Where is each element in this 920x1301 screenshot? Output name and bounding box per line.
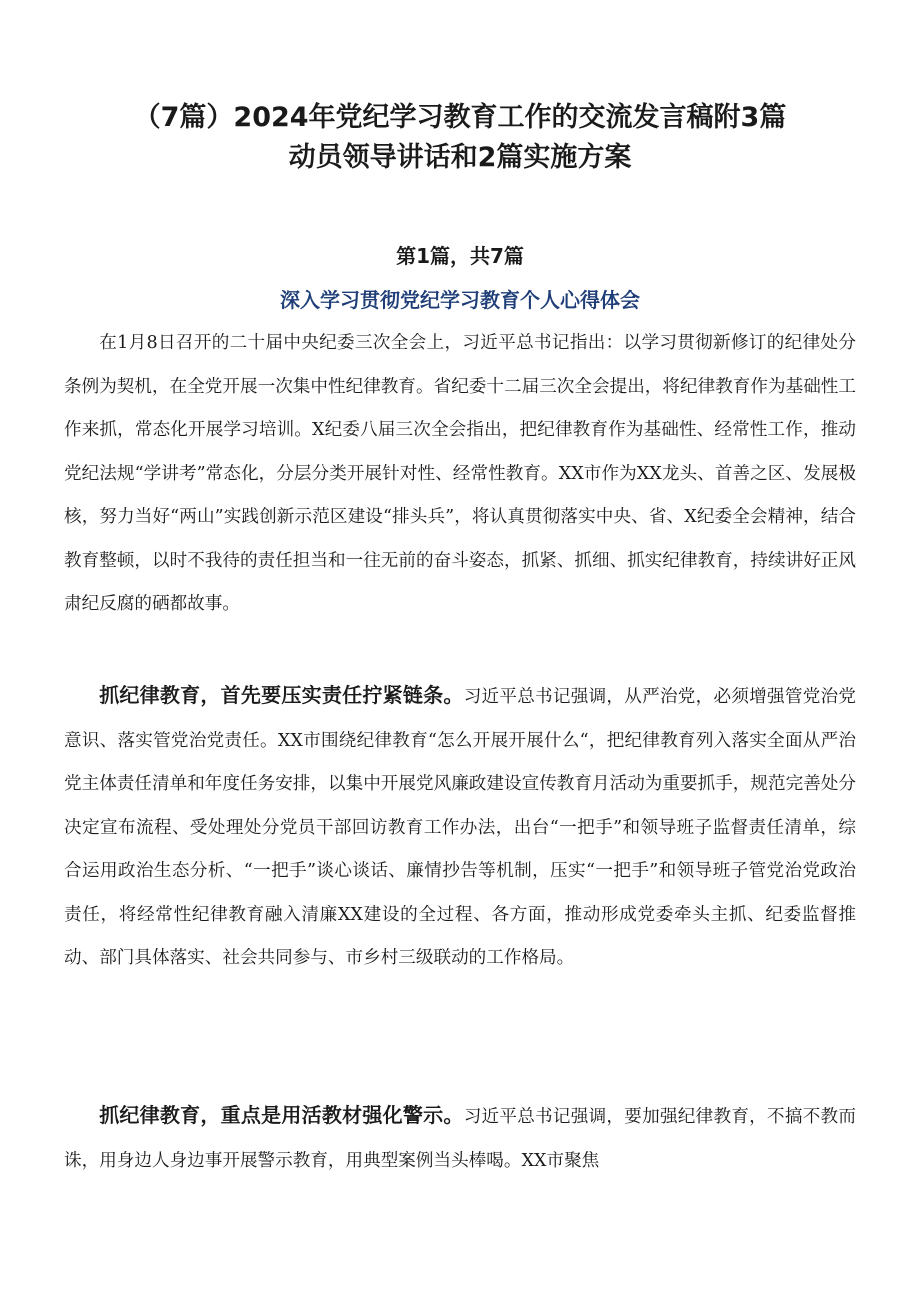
document-title-line-1: （7篇）2024年党纪学习教育工作的交流发言稿附3篇 [133, 102, 787, 133]
article-title: 深入学习贯彻党纪学习教育个人心得体会 [280, 288, 640, 312]
paragraph-text: 习近平总书记强调，从严治党，必须增强管党治党意识、落实管党治党责任。XX市围绕纪律教育“怎么开展开展什么“，把纪律教育列入落实全面从严治党主体责任清单和年度任务安排，以集中开展党风廉政建设宣传教育月活动为重要抓手，规范完善处分决定宣布流程、受处理处分党员干部回访教育工作办法，出台“一把手”和领导班子监督责任清单，综合运用政治生态分析、“一把手”谈心谈话、廉情抄告等机制，压实“一把手”和领导班子管党治党政治责任，将经常性纪律教育融入清廉XX建设的全过程、各方面，推动形成党委牵头主抓、纪委监督推动、部门具体落实、社会共同参与、市乡村三级联动的工作格局。 [64, 687, 856, 968]
paragraph-text: 习近平总书记强调，要加强纪律教育，不搞不教而诛，用身边人身边事开展警示教育，用典型案例当头棒喝。XX市聚焦 [64, 1107, 856, 1171]
document-title-line-2: 动员领导讲话和2篇实施方案 [288, 142, 632, 173]
body-paragraph-2 [64, 674, 856, 981]
paragraph-lead-sentence: 抓纪律教育，重点是用活教材强化警示。 [99, 1103, 464, 1127]
paragraph-lead-sentence: 抓纪律教育，首先要压实责任拧紧链条。 [99, 683, 464, 707]
body-paragraph-3 [64, 1094, 856, 1183]
paragraph-text: 在1月8日召开的二十届中央纪委三次全会上，习近平总书记指出：以学习贯彻新修订的纪律处分条例为契机，在全党开展一次集中性纪律教育。省纪委十二届三次全会提出，将纪律教育作为基础性工作来抓，常态化开展学习培训。X纪委八届三次全会指出，把纪律教育作为基础性、经常性工作，推动党纪法规“学讲考”常态化，分层分类开展针对性、经常性教育。XX市作为XX龙头、首善之区、发展极核，努力当好“两山”实践创新示范区建设“排头兵”，将认真贯彻落实中央、省、X纪委全会精神，结合教育整顿，以时不我待的责任担当和一往无前的奋斗姿态，抓紧、抓细、抓实纪律教育，持续讲好正风肃纪反腐的硒都故事。 [64, 333, 856, 614]
body-paragraph-1 [64, 322, 856, 627]
part-label: 第1篇，共7篇 [396, 244, 524, 268]
